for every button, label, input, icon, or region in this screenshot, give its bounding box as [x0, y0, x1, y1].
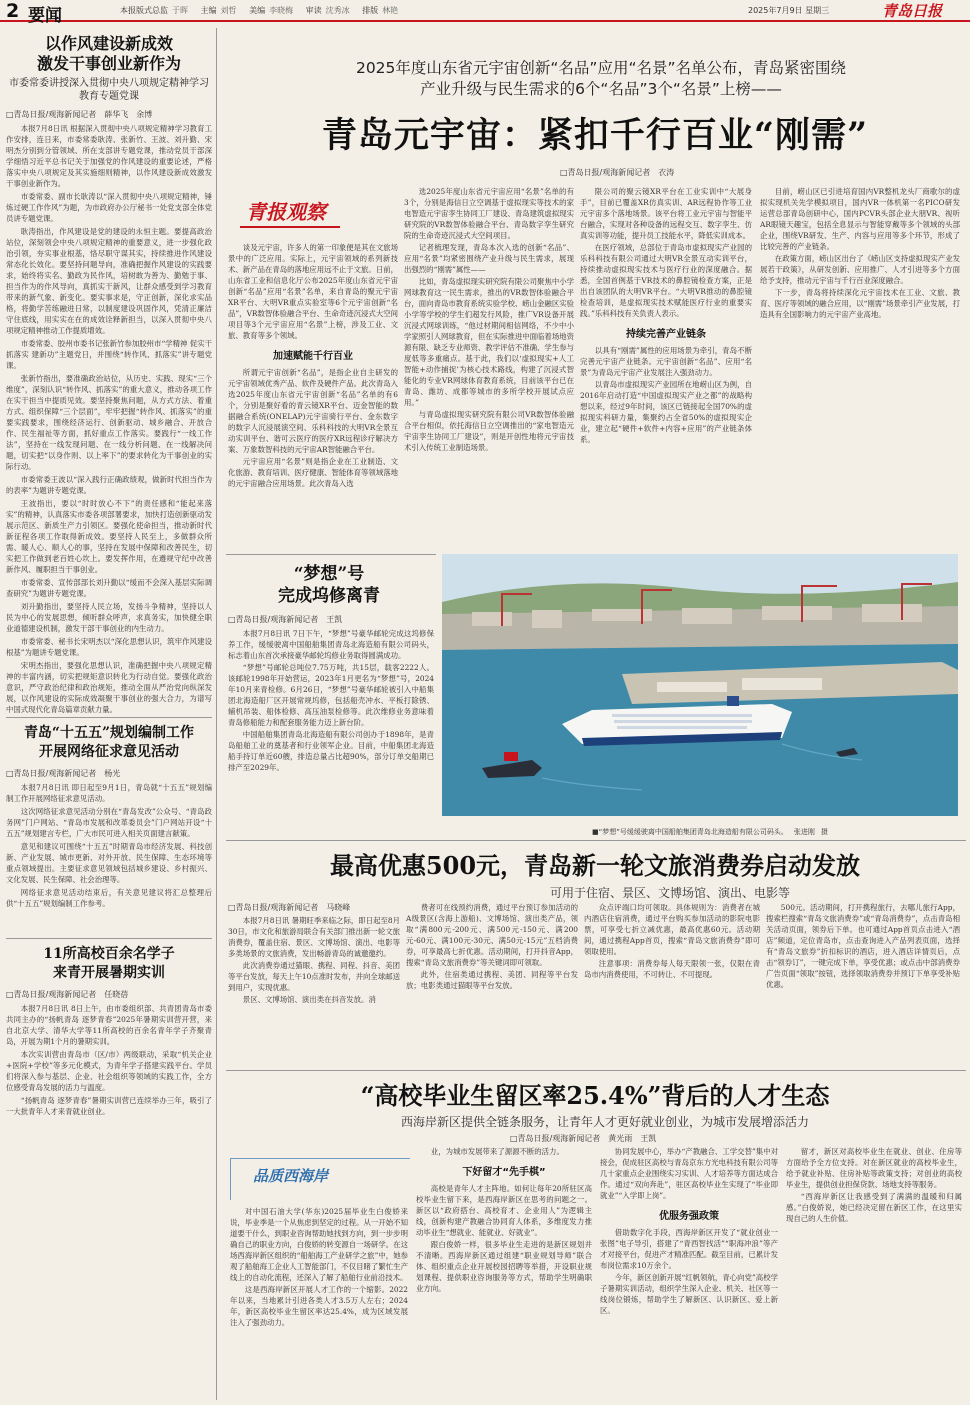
byline-author: 王凯 — [326, 615, 343, 624]
paragraph: 本报7月8日讯 即日起至9月1日，青岛就“十五五”规划编制工作开展网络征求意见活动。 — [6, 783, 212, 803]
graduate-column-2 — [416, 1146, 592, 1400]
article-body — [6, 123, 212, 713]
paragraph: 比如，青岛虚拟现实研究院有限公司聚焦中小学网球教育这一民生需求，推出的VR数智体验融合平台，面向青岛市教育系统实验学校、崂山金融区实验小学等学校的学生们超发行风险，推广VR设备开展沉浸式网球训练，“他过材期间相信网络，不少中小学家照引人网球教育，但在实际推进中面临着场地资源有限、缺乏专业师资、教学评估不准确、学生参与度低等多重痛点。基于此，我们以‘虚拟现实+人工智能+动作捕捉’为核心技术路线，构建了沉浸式智能化的专业VR网球体育教育系统，目前该平台已在青岛、潍坊、成都等城市的多所学校开展试点应用。” — [404, 277, 574, 407]
paragraph: “西海岸新区让我感受到了满满的温暖和归属感。”白俊娇说，她已经决定留在新区工作，在这里实现自己的人生价值。 — [786, 1192, 962, 1223]
paragraph: 市委常委、宣传部部长刘升勤以“缓而不会深入基层实际调查研究”为题讲专题党课。 — [6, 578, 212, 598]
paragraph: “梦想”号邮轮总吨位7.75万吨，共15层，载客2222人。该邮轮1998年开始营运，2023年1月更名为“梦想”号，2024年10月来青检修。6月26日，“梦想”号豪华邮轮被引入中船集团北海造船厂区开展常规坞修，包括船壳冲水、平板打除锈、辅机吊装、船体检修、高压油泵检修等。此次维修业务意味着青岛修船能力和配套服务能力迈上新台阶。 — [228, 663, 434, 727]
coupon-headline: 最高优惠500元，青岛新一轮文旅消费券启动发放 — [329, 851, 861, 880]
kicker-line: 2025年度山东省元宇宙创新“名品”应用“名景”名单公布，青岛紧密围绕 — [355, 59, 847, 77]
byline — [228, 614, 434, 625]
main-headline: 青岛元宇宙：紧扣千行百业“刚需” — [321, 115, 869, 156]
paragraph: 市委常委王波以“深入践行正确政绩观，做新时代担当作为的表率”为题讲专题党课。 — [6, 475, 212, 495]
paragraph: 这是西海岸新区开展人才工作的一个缩影。2022年以来，当地累计引进各类人才3.5万人左右；2024年，新区高校毕业生留区率达25.4%，成为区域发展注入了强劲动力。 — [230, 1285, 408, 1327]
paragraph: 以青岛市虚拟现实产业园所在地崂山区为例，自2016年启动打造“中国虚拟现实产业之都”的战略构想以来，经过9年时间，该区已链接起全国70%的虚拟现实科研力量，集聚约占全省50%的虚拟现实企业，建立起“硬件+软件+内容+应用”的产业链条体系。 — [580, 380, 752, 444]
paragraph: 下一步，青岛将持续深化元宇宙技术在工业、文旅、教育、医疗等领域的融合应用，以“刚需”场景牵引产业发展，打造具有全国影响力的元宇宙产业高地。 — [760, 288, 960, 319]
article-title — [6, 34, 212, 74]
paragraph: 众点评端口均可领取。具体规则为：消费者在城内酒店住宿消费，通过平台购买参加活动的影院电影票，可享受七折立减优惠，最高优惠60元。活动期间，通过携程App首页，搜索“青岛文旅消费券”即可领取使用。 — [584, 903, 760, 956]
paragraph: 对中国石油大学(华东)2025届毕业生白俊娇来说，毕业季是一个从焦虑到坚定的过程。从一开始不知道要干什么，到职业咨询帮助她找到方向，到一步步明确自己的职业方向，白俊娇的转变源自一场研学。在这场西海岸新区组织的“船舶海工产业研学之旅”中，她参观了船舶海工企业人工智能部门，不仅目睹了繁忙生产线上的自动化流程，还深入了解了船舶行业前沿技术。 — [230, 1207, 408, 1282]
paragraphs — [580, 186, 752, 319]
kicker-line: 产业升级与民生需求的6个“名品”3个“名景”上榜—— — [420, 79, 782, 98]
paragraphs — [600, 1227, 778, 1316]
credit-name: 沈秀冰 — [325, 6, 350, 15]
article-students — [6, 945, 212, 1123]
paragraph: 本报7月8日讯 根据深入贯彻中央八项规定精神学习教育工作安排，连日来，市委常委耿涛、张新竹、王波、刘升勤、宋明杰分别到分管领域、所在支部讲专题党课，推动党员干部深学细悟习近平总书记关于加强党的作风建设的重要论述，严格落实中央八项规定及其实施细则精神，以作风建设新成效激发干事创业新作为。 — [6, 124, 212, 188]
paragraphs — [228, 915, 400, 1005]
paragraph: 在医疗领域，总部位于青岛市虚拟现实产业园的乐科科技有限公司通过大明VR全景互动实训平台，持续推动虚拟现实技术与医疗行业的深度融合。据悉，全国首例基于VR技术的鼻腔镜检查方案，正是出自该团队的大明VR平台。“大明VR推动的鼻腔镜检查培训，是虚拟现实技术赋能医疗行业的重要实践。”乐科科技有关负责人表示。 — [580, 243, 752, 318]
main-byline — [560, 167, 682, 178]
paragraph: 宋明杰指出，要强化思想认识，准确把握中央八项规定精神的丰富内涵，切实把规矩意识转化为行动自觉。要强化政治意识，严守政治纪律和政治规矩，推动全面从严治党向纵深发展，以作风建设的实际成效凝聚干事创业的强大合力，为谱写中国式现代化青岛篇章贡献力量。 — [6, 661, 212, 713]
byline-author: 衣涛 — [658, 168, 675, 177]
badge-underline — [240, 226, 340, 228]
paragraphs — [760, 186, 960, 320]
paragraph: 注意事项：消费券每人每天限领一张，仅限在青岛市内消费使用，不可转让、不可提现。 — [584, 959, 760, 979]
article-subtitle: 市委常委讲授深入贯彻中央八项规定精神学习教育专题党课 — [9, 78, 209, 102]
paragraph: 500元。活动期间，打开携程旅行，去哪儿旅行App，搜索栏搜索“青岛文旅消费券”或“青岛消费券”，点击青岛相关活动页面，领券后下单。也可通过App首页点击进入“酒店”频道，定位青岛市，点击查询进入产品列表页面，选择有“青岛文旅券”折扣标识的酒店，进入酒店详情页后，点击“领券订”，一键完成下单，享受优惠；或点击中部消费券广告页面“领取”按钮，选择领取消费券并预订下单享受补贴优惠。 — [766, 903, 960, 989]
divider — [6, 938, 212, 939]
divider — [226, 554, 436, 555]
paragraph: 谈及元宇宙，许多人的第一印象便是其在文旅场景中的广泛应用。实际上，元宇宙领域的系列新技术、新产品在青岛的落地应用远不止于文旅。日前，山东省工业和信息化厅公布2025年度山东省元宇宙创新“名品”应用“名景”名单，来自青岛的聚元宇宙XR平台、大明VR重点实验室等6个元宇宙创新“名品”，VR数智体验融合平台、生命奇迹沉浸式大空间项目等3个元宇宙应用“名景”上榜，涉及工业、文旅、教育等多个领域。 — [228, 243, 398, 340]
photo-caption — [592, 827, 834, 837]
title-line: 激发干事创业新作为 — [36, 54, 181, 73]
cruise-ship-photo — [442, 554, 958, 816]
editor-credits — [120, 5, 408, 16]
paragraph: 留才，新区对高校毕业生在就业、创业、住房等方面给予全方位支持。对在新区就业的高校毕业生，给予就业补贴、住房补贴等政策支持；对创业的高校毕业生，提供创业担保贷款、场地支持等服务。 — [786, 1147, 962, 1189]
paragraph: 景区、文博场馆、演出类在抖音发放。消 — [242, 995, 376, 1004]
byline-author: 任晓蓓 — [104, 990, 129, 999]
left-column — [6, 28, 212, 1400]
paragraph: 记者梳理发现，青岛本次入选的创新“名品”、应用“名景”均紧密围绕产业升级与民生需求，展现出强烈的“刚需”属性—— — [404, 243, 574, 274]
coupon-column-3 — [584, 902, 760, 1068]
byline-source: □青岛日报/观海新闻记者 — [510, 1134, 601, 1143]
credit-name: 于晖 — [172, 6, 188, 15]
paragraph: 此外，住宿类通过携程、美团、同程等平台发放；电影类通过猫眼等平台发放。 — [406, 970, 578, 990]
main-column-3 — [580, 186, 752, 552]
byline-author: 王凯 — [640, 1134, 657, 1143]
paragraph: 元宇宙应用“名景”则是指企业在工业制造、文化旅游、教育培训、医疗健康、智能体育等领域落地的元宇宙融合应用场景。此次青岛入选 — [228, 457, 398, 488]
graduate-column-1 — [230, 1206, 408, 1400]
paragraph: 高校是青年人才主阵地。如何让每年20所驻区高校毕业生留下来，是西海岸新区在思考的问题之一。新区以“政府搭台、高校育才、企业用人”为逻辑主线，创新构建产教融合协同育人体系，多维度发力推动毕业生“想就业、能就业、好就业”。 — [416, 1184, 592, 1237]
paragraph: 本报7月8日讯 7日下午，“梦想”号豪华邮轮完成这坞修保养工作，缓缓驶离中国船舶集团青岛北海造船有限公司码头，标志着山东首次承接豪华邮轮坞修业务取得圆满成功。 — [228, 629, 434, 660]
paragraphs — [766, 902, 960, 990]
paragraph: 刘升勤指出，要坚持人民立场，发扬斗争精神，坚持以人民为中心的发展思想，倾听群众呼声，求真务实，加快健全职业道德建设机制，激发干部干事创业的内生动力。 — [6, 602, 212, 633]
paragraph: 中国船舶集团青岛北海造船有限公司创办于1898年，是青岛船舶工业的奠基者和行业领军企业。目前，中船集团北海造船手持订单近60艘，排造总量占比超90%，部分订单交船期已排产至2029年。 — [228, 730, 434, 772]
divider — [6, 717, 212, 718]
byline — [6, 768, 212, 779]
graduate-column-4 — [786, 1146, 962, 1400]
byline-source: □青岛日报/观海新闻记者 — [228, 903, 319, 912]
paragraph: 本次实训营由青岛市（区/市）两级联动，采取“机关企业+医院+学校”等多元化模式，为青年学子搭建实践平台。学员们将深入参与基层、企业、社会组织等领域的实践工作，全方位感受青岛发展的活力与温度。 — [6, 1050, 212, 1092]
issue-date: 2025年7月9日 星期三 — [748, 6, 830, 15]
byline — [6, 109, 212, 120]
credit-label: 审读 — [305, 6, 322, 15]
caption-text: ■“梦想”号缓缓驶离中国船舶集团青岛北海造船有限公司码头。 — [592, 828, 788, 836]
subheading: 优服务强政策 — [659, 1211, 719, 1222]
graduate-subtitle: 西海岸新区提供全链条服务，让青年人才更好就业创业，为城市发展增添活力 — [400, 1115, 809, 1129]
title-line: 来青开展暑期实训 — [53, 965, 165, 981]
byline-author: 余博 — [136, 110, 153, 119]
byline-source: □青岛日报/观海新闻记者 — [228, 615, 319, 624]
paragraph: 限公司的聚云镜XR平台在工业实训中“大展身手”，目前已覆盖XR仿真实训、AR远程协作等工业元宇宙多个落地场景。该平台将工业元宇宙与智能平台融合，实现对各种设备的远程交互、数字孪生、仿真实训等功能，提升员工技能水平，降低实训成本。 — [580, 187, 752, 240]
graduate-byline — [510, 1133, 664, 1144]
title-line: 11所高校百余名学子 — [43, 946, 175, 962]
column-badge — [228, 190, 364, 238]
credit-name: 刘哲 — [220, 6, 237, 15]
paragraph: 费者可在线预约消费，通过平台预订参加活动的A级景区(含海上游船)、文博场馆、演出类产品，领取“满800元-200元、满500元-150元、满200元-60元、满100元-30元、满50元-15元”五档消费券，可享最高七折优惠。活动期间，打开抖音App，搜索“青岛文旅消费券”等关键词即可领取。 — [406, 903, 578, 967]
paragraph: 市委常委、胶州市委书记张新竹参加胶州市“学精神 促实干 抓落实 建新功”主题党日，并围绕“转作风、抓落实”讲专题党课。 — [6, 339, 212, 370]
paragraph: 王波指出，要以“时时放心不下”的责任感和“能起来落实”的精神，认真落实市委各项部署要求，加快打造创新驱动发展示范区、新质生产力引领区。要强化使命担当，推动新时代新征程各项工作取得新成效。要坚持人民至上，多做群众所需、暖人心、顺人心的事，坚持在发展中保障和改善民生，切实把工作做到老百姓心坎上。要发挥作用，在遵规守纪中改善新作风、履职担当干事创业。 — [6, 499, 212, 574]
credit-name: 林艳 — [382, 6, 399, 15]
graduate-column-3 — [600, 1146, 778, 1400]
paragraph: 选2025年度山东省元宇宙应用“名景”名单的有3个，分别是海信日立空调基于虚拟现实等技术的家电智造元宇宙孪生协同工厂建设、青岛建筑虚拟现实研究院的VR数智体验融合平台、青岛数字孪生研究院的生命奇迹沉浸式大空间项目。 — [404, 187, 574, 240]
subheading: 持续完善产业链条 — [626, 329, 706, 340]
byline — [6, 989, 212, 1000]
column-rule — [216, 28, 217, 1400]
paragraph: 耿涛指出，作风建设是党的建设的永恒主题。要提高政治站位，深刻领会中央八项规定精神的重要意义，进一步强化政治引领，夯实事业根基，恪尽职守谋其实，持续推进作风建设常态化长效化。要坚持问题导向，准确把握作风建设的实践要求，始终将实名、勤政为民作风，培树敢为善为、勤勉于事、担当作为的作风导向，真抓实干新风，让群众感受到学习教育带来的新气象、新变化。要实事求是，守正创新，深化求实品格，将勤学苦练融进日常，以制度建设巩固作风，凭清正廉洁守住底线，用实实在在的成效诠释新担当，以深入贯彻中央八项规定精神推动工作提质增效。 — [6, 227, 212, 335]
paragraph: 市委常委、秘书长宋明杰以“深化思想认识，筑牢作风建设根基”为题讲专题党课。 — [6, 637, 212, 657]
paragraph: 业，为城市发展带来了源源不断的活力。 — [430, 1147, 564, 1156]
coupon-column-1 — [228, 902, 400, 1068]
page-header — [0, 0, 970, 26]
article-title — [6, 945, 212, 983]
paragraph: 与青岛虚拟现实研究院有限公司VR数智体验融合平台相似，依托海信日立空调推出的“家电智造元宇宙孪生协同工厂建设”，则是开创性地将元宇宙技术引入传统工业制造场景。 — [404, 410, 574, 452]
paragraph: 今年，新区创新开展“红帆领航，青心向党”高校学子暑期实训活动，组织学生深入企业、机关、社区等一线岗位锻炼，帮助学生了解新区、认识新区、爱上新区。 — [600, 1273, 778, 1315]
paragraphs — [786, 1146, 962, 1224]
paragraphs — [580, 345, 752, 445]
page-number: 2 — [6, 0, 20, 22]
credit-label: 排版 — [362, 6, 379, 15]
caption-credit: 摄 — [820, 828, 828, 836]
harbor-illustration — [442, 554, 958, 816]
paragraph: 本报7月8日讯 8日上午，由市委组织部、共青团青岛市委共同主办的“扬帆青岛 逐梦青春”2025年暑期实训营开营，来自北京大学、清华大学等11所高校的百余名青年学子齐聚青岛，开展为期1个月的暑期实训。 — [6, 1004, 212, 1046]
paragraphs — [600, 1146, 778, 1201]
main-kicker — [256, 58, 946, 100]
subheading: 加速赋能千行百业 — [273, 351, 353, 362]
credit-label: 主编 — [200, 6, 217, 15]
paragraphs — [228, 367, 398, 489]
byline — [228, 902, 400, 913]
paragraph: 意见和建议可围绕“十五五”时期青岛市经济发展、科技创新、产业发展、城市更新、对外开放、民生保障、生态环境等重点领域提出。主要征求意见领域包括城乡建设、乡村振兴、文化发展、民生保障、社会治理等。 — [6, 842, 212, 884]
paragraph: 本报7月8日讯 暑期旺季来临之际，即日起至8月30日，市文化和旅游局联合有关部门推出新一轮文旅消费券，覆盖住宿、景区、文博场馆、演出、电影等多类场景的文旅消费，发出畅游青岛的诚邀邀约。 — [228, 916, 400, 958]
graduate-headline: “高校毕业生留区率25.4%”背后的人才生态 — [360, 1081, 830, 1110]
article-work-style — [6, 34, 212, 713]
main-column-1 — [228, 242, 398, 552]
divider — [226, 1070, 966, 1071]
byline-author: 马晓峰 — [326, 903, 351, 912]
paragraph: 这次网络征求意见活动分别在“青岛发改”公众号、“青岛政务网”门户网站、“青岛市发展和改革委员会”门户网站开设“十五五”规划建言专栏，广大市民可进入相关页面建言献策。 — [6, 807, 212, 838]
byline-author: 杨光 — [104, 769, 121, 778]
title-line: 青岛“十五五”规划编制工作 — [23, 725, 195, 741]
paragraphs — [406, 902, 578, 991]
paragraphs — [416, 1146, 592, 1157]
paragraphs — [584, 902, 760, 980]
article-title — [6, 724, 212, 762]
paragraphs — [228, 242, 398, 341]
paragraph: 目前，崂山区已引进培育国内VR整机龙头厂商歌尔的虚拟实现机关先学模拟项目，国内VR一体机第一名PICO研发运营总部青岛创研中心，国内PCVR头部企业大朋VR、视听AR眼镜天趣宝，包括全息显示与智能穿戴等多个领域的头部企业，围绕VR研发、生产、内容与应用等多个环节，形成了比较完善的产业链条。 — [760, 187, 960, 251]
paragraphs — [404, 186, 574, 453]
credit-label: 美编 — [249, 6, 266, 15]
main-column-4 — [760, 186, 960, 552]
paragraphs — [228, 628, 434, 773]
article-body — [6, 782, 212, 932]
badge-label: 青报观察 — [246, 200, 326, 224]
subheading: 下好留才“先手棋” — [462, 1167, 546, 1178]
newspaper-logo: 青岛日报 — [882, 2, 943, 20]
byline-source: □青岛日报/观海新闻记者 — [6, 769, 97, 778]
paragraph: 市委常委、副市长耿涛以“深入贯彻中央八项规定精神，锤炼过硬工作作风”为题，为市政府办公厅秘书一处党支部全体党员讲专题党课。 — [6, 192, 212, 223]
title-line: “梦想”号 — [293, 564, 365, 584]
credit-label: 本报版式总监 — [120, 6, 168, 15]
paragraph: 张新竹指出，要准确政治站位，从历史、实践、现实“三个维度”，深刻认识“转作风、抓落实”的重大意义，推动各项工作在实干担当中提质见效。要坚持聚焦问题，从方式方法、着重方式、组织保障“三个层面”，牢牢把握“转作风、抓落实”的重要实践要求，围绕经济运行、创新驱动、城乡融合、开放合作、民生福祉等方面，抓好重点工作落实。要践行“一线工作法”，坚持在一线发现问题、在一线分析问题、在一线解决问题，切实把“以身作则、以上率下”的要求转化为干事创业的实际行动。 — [6, 374, 212, 471]
column-badge — [230, 1158, 410, 1200]
paragraph: 协同发展中心，举办“产教融合、工学交替”集中对接会，促成驻区高校与青岛京东方光电科技有限公司等几十家重点企业围绕实习实训、人才培养等方面达成合作。通过“双向奔赴”，驻区高校毕业生实现了“毕业即就业”“入学即上岗”。 — [600, 1147, 778, 1200]
paragraph: 此次消费券通过猫眼、携程、同程、抖音、美团等平台发放，每天上午10点准时发布，并向全球邮送到用户，实现优惠。 — [228, 961, 400, 992]
paragraph: 在政策方面，崂山区出台了《崂山区支持虚拟现实产业发展若干政策》，从研发创新、应用推广、人才引进等多个方面给予支持，推动元宇宙与千行百业深度融合。 — [760, 254, 960, 285]
coupon-column-4 — [766, 902, 960, 1068]
section-name: 要闻 — [28, 6, 62, 26]
article-plan — [6, 724, 212, 932]
badge-label: 品质西海岸 — [253, 1167, 329, 1185]
caption-author: 张进刚 — [793, 828, 815, 836]
paragraphs — [230, 1206, 408, 1328]
main-column-2 — [404, 186, 574, 552]
divider — [226, 840, 966, 841]
paragraphs — [416, 1183, 592, 1294]
coupon-column-2 — [406, 902, 578, 1068]
paragraph: 网络征求意见活动结束后，有关意见建议将汇总整理后供“十五五”规划编制工作参考。 — [6, 888, 212, 908]
credit-name: 李晓梅 — [269, 6, 294, 15]
dream-title — [226, 563, 432, 607]
dream-article — [228, 614, 434, 834]
title-line: 开展网络征求意见活动 — [39, 744, 179, 760]
coupon-subtitle: 可用于住宿、景区、文博场馆、演出、电影等 — [549, 886, 790, 900]
paragraph: 借助数字化手段，西海岸新区开发了“就业创业一张图”电子导引，搭建了“青西智找活”“职海冲浪”等产才对接平台，促进产才精准匹配。截至目前，已累计发布岗位需求10万余个。 — [600, 1228, 778, 1270]
paragraph: “扬帆青岛 逐梦青春”暑期实训营已连续举办三年，吸引了一大批青年人才来青就业创业。 — [6, 1096, 212, 1116]
paragraph: 跟白俊娇一样，很多毕业生走进的是新区规划并不清晰。西海岸新区通过组建“职业规划导师”联合体、组织重点企业开展校园招聘等举措，开设职业规划课程、提供职业咨询服务等方式，帮助学生明确职业方向。 — [416, 1240, 592, 1293]
paragraph: 所谓元宇宙创新“名品”，是指企业自主研发的元宇宙领域优秀产品、软件及硬件产品。此次青岛入选2025年度山东省元宇宙创新“名品”名单的有6个，分别是聚好看的青云镜XR平台、迈金智能的数据融合系统(ONELAP)元宇宙骑行平台、金东数字的数字人沉浸展演空间、乐科科技的大明VR全景互动实训平台、谐可云医疗的医疗XR远程诊疗解决方案、万象数智科技的元宇宙AR智能融合平台。 — [228, 368, 398, 454]
byline-source: □青岛日报/观海新闻记者 — [6, 990, 97, 999]
paragraph: 以具有“刚需”属性的应用场景为牵引，青岛不断完善元宇宙产业链条。元宇宙创新“名品”、应用“名景”为青岛元宇宙产业发展注入强劲动力。 — [580, 346, 752, 377]
title-line: 完成坞修离青 — [278, 586, 380, 606]
byline-source: □青岛日报/观海新闻记者 — [6, 110, 97, 119]
article-body — [6, 1003, 212, 1123]
byline-author: 薛华飞 — [104, 110, 129, 119]
byline-author: 黄光雨 — [608, 1134, 633, 1143]
byline-source: □青岛日报/观海新闻记者 — [560, 168, 651, 177]
title-line: 以作风建设新成效 — [44, 34, 173, 53]
